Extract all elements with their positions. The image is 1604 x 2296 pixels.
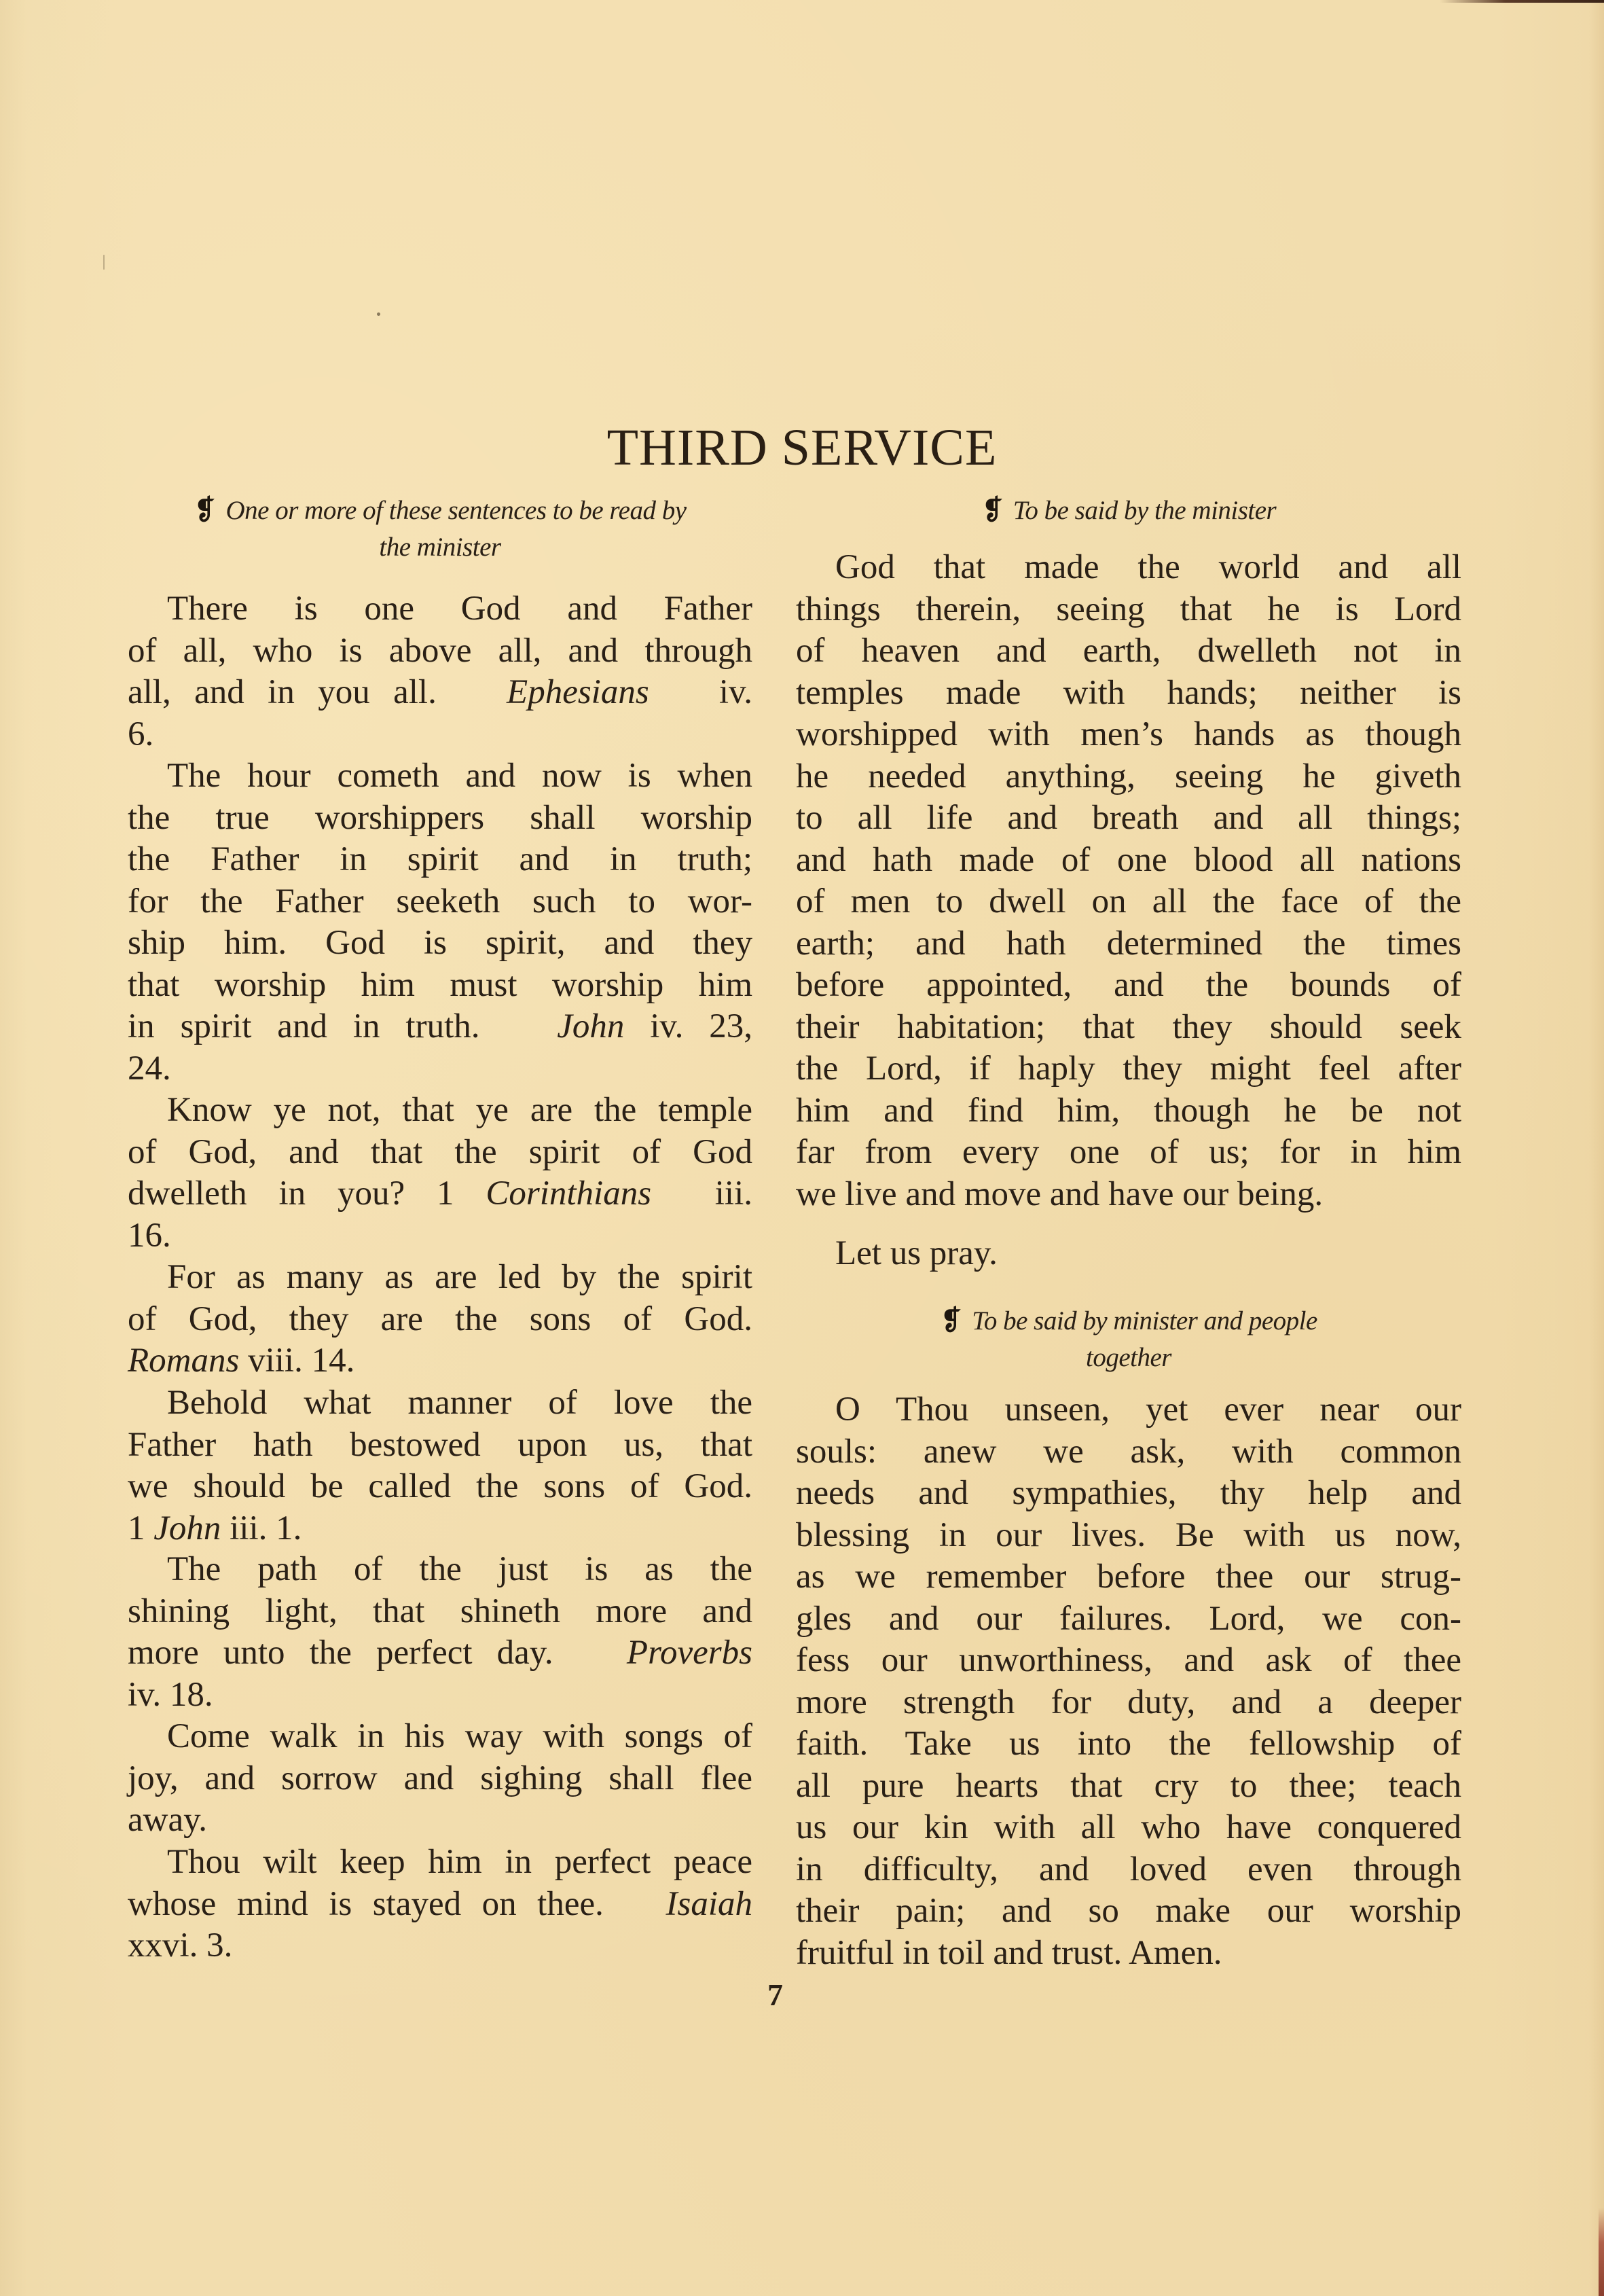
scripture-reference: John <box>557 1007 625 1045</box>
sentence-corinthians: Know ye not, that ye are the temple of God, and that the spirit of God dwelleth in you? 1 Corinthians iii. 16. <box>128 1091 753 1255</box>
scripture-reference: Romans <box>128 1342 240 1380</box>
rubric-line-1: ❡ One or more of these sentences to be read by <box>128 492 752 529</box>
sentence-romans: For as many as are led by the spirit of God, they are the sons of God. Romans viii. 14. <box>128 1258 752 1380</box>
let-us-pray: Let us pray. <box>835 1234 998 1272</box>
minister-reading: God that made the world and all things therein, seeing that he is Lord of heaven and earth, dwelleth not in temples made with hands; neither is worshipped with men’s hands as though he needed anything, seeing he giveth to all life and breath and all things; and hath made of one blood all nations of men to dwell on all the face of the earth; and hath determined the times before appointed, and the bounds of their habitation; that they should seek the Lord, if haply they might feel after him and find him, though he be not far from every one of us; for in him we live and move and have our being. <box>796 548 1461 1213</box>
rubric-line-2: the minister <box>379 533 501 562</box>
paper-speck <box>103 255 105 270</box>
sentence-come-walk: Come walk in his way with songs of joy, and sorrow and sighing shall flee away. <box>128 1717 752 1839</box>
pilcrow-icon: ❡ <box>982 495 1003 525</box>
scripture-reference: Corinthians <box>486 1174 652 1213</box>
sentence-1-john: Behold what manner of love the Father hath bestowed upon us, that we should be called the sons of God. 1 John iii. 1. <box>128 1384 752 1547</box>
sentence-proverbs: The path of the just is as the shining light, that shineth more and more unto the perfect day. Proverbs iv. 18. <box>128 1550 752 1714</box>
people-rubric: ❡ To be said by minister and people together <box>796 1302 1461 1376</box>
scripture-reference: Proverbs <box>626 1634 752 1672</box>
scripture-reference: John <box>153 1509 221 1547</box>
page-right-edge-shadow <box>1599 2208 1604 2296</box>
sentence-john-4: The hour cometh and now is when the true worshippers shall worship the Father in spirit and in truth; for the Father seeketh such to wor- ship him. God is spirit, and they that worship him must worship him in spirit and in truth. John iv. 23, 24. <box>128 757 753 1088</box>
minister-rubric: ❡ To be said by the minister <box>796 492 1461 529</box>
page-number: 7 <box>767 1977 783 2012</box>
pilcrow-icon: ❡ <box>941 1305 962 1335</box>
prayer-together: O Thou unseen, yet ever near our souls: anew we ask, with common needs and sympathies, thy help and blessing in our lives. Be with us now, as we remember before thee our strug- gles and our failures. Lord, we con- fess our unworthiness, and ask of thee more strength for duty, and a deeper faith. Take us into the fellowship of all pure hearts that cry to thee; teach us our kin with all who have conquered in difficulty, and loved even through their pain; and so make our worship fruitful in toil and trust. Amen. <box>796 1391 1461 1972</box>
pilcrow-icon: ❡ <box>195 495 215 525</box>
left-rubric <box>128 492 752 566</box>
paper-speck <box>377 312 380 316</box>
page-top-edge-shadow <box>1440 0 1604 3</box>
page-title: THIRD SERVICE <box>606 418 998 476</box>
sentence-ephesians: There is one God and Father of all, who is above all, and through all, and in you all. Ephesians iv. 6. <box>128 590 753 753</box>
scripture-reference: Ephesians <box>507 673 649 711</box>
sentence-isaiah: Thou wilt keep him in perfect peace whose mind is stayed on thee. Isaiah xxvi. 3. <box>128 1843 753 1965</box>
scripture-reference: Isaiah <box>666 1884 753 1923</box>
